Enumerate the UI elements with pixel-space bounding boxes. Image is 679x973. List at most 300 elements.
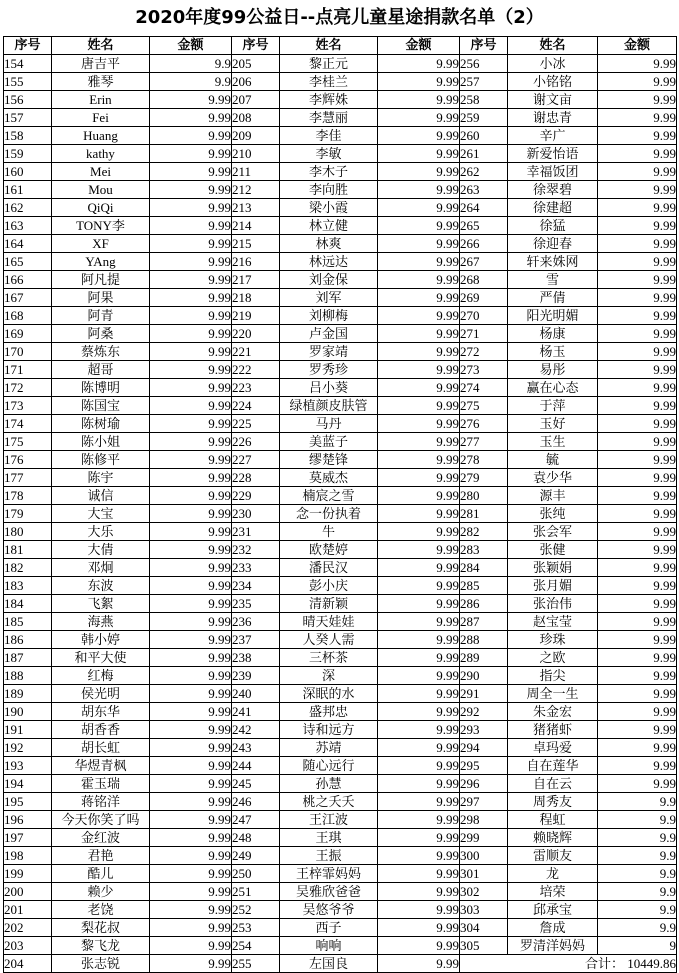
cell-amount: 9.99 <box>378 955 460 973</box>
cell-seq: 185 <box>4 613 52 631</box>
cell-amount: 9.9 <box>598 919 677 937</box>
cell-name: 新爱怡语 <box>508 145 598 163</box>
cell-name: 老饶 <box>52 901 150 919</box>
cell-name: 楠宸之雪 <box>280 487 378 505</box>
cell-name: 张月媚 <box>508 577 598 595</box>
cell-name: 莫威杰 <box>280 469 378 487</box>
cell-seq: 259 <box>460 109 508 127</box>
cell-amount: 9.99 <box>378 199 460 217</box>
table-row <box>4 379 677 397</box>
cell-seq: 242 <box>232 721 280 739</box>
cell-name: 王江波 <box>280 811 378 829</box>
cell-amount: 9.99 <box>598 325 677 343</box>
table-row <box>4 721 677 739</box>
cell-amount: 9.99 <box>150 757 232 775</box>
cell-amount: 9.99 <box>598 271 677 289</box>
cell-name: Mou <box>52 181 150 199</box>
cell-seq: 213 <box>232 199 280 217</box>
cell-amount: 9.99 <box>150 541 232 559</box>
cell-seq: 165 <box>4 253 52 271</box>
cell-name: 梁小霞 <box>280 199 378 217</box>
cell-seq: 276 <box>460 415 508 433</box>
cell-amount: 9.99 <box>598 163 677 181</box>
cell-seq: 266 <box>460 235 508 253</box>
cell-amount: 9.99 <box>598 721 677 739</box>
cell-name: 李佳 <box>280 127 378 145</box>
cell-amount: 9.99 <box>378 721 460 739</box>
cell-amount: 9.99 <box>378 289 460 307</box>
cell-seq: 246 <box>232 793 280 811</box>
cell-seq: 282 <box>460 523 508 541</box>
cell-name: 大倩 <box>52 541 150 559</box>
table-row <box>4 829 677 847</box>
cell-seq: 174 <box>4 415 52 433</box>
cell-name: 苏靖 <box>280 739 378 757</box>
cell-seq: 227 <box>232 451 280 469</box>
cell-name: 张纯 <box>508 505 598 523</box>
cell-seq: 181 <box>4 541 52 559</box>
table-row <box>4 163 677 181</box>
table-row <box>4 865 677 883</box>
cell-seq: 245 <box>232 775 280 793</box>
cell-seq: 270 <box>460 307 508 325</box>
cell-amount: 9.99 <box>598 613 677 631</box>
cell-name: 李敏 <box>280 145 378 163</box>
cell-seq: 154 <box>4 55 52 73</box>
table-row <box>4 343 677 361</box>
cell-seq: 235 <box>232 595 280 613</box>
cell-name: Fei <box>52 109 150 127</box>
cell-name: 周全一生 <box>508 685 598 703</box>
cell-amount: 9.99 <box>378 361 460 379</box>
cell-seq: 173 <box>4 397 52 415</box>
cell-name: 李慧丽 <box>280 109 378 127</box>
cell-name: 龙 <box>508 865 598 883</box>
cell-name: 和平大使 <box>52 649 150 667</box>
table-row <box>4 145 677 163</box>
table-row <box>4 469 677 487</box>
cell-seq: 223 <box>232 379 280 397</box>
cell-amount: 9.99 <box>150 649 232 667</box>
cell-name: 阿凡提 <box>52 271 150 289</box>
cell-name: 胡东华 <box>52 703 150 721</box>
table-row <box>4 217 677 235</box>
cell-seq: 283 <box>460 541 508 559</box>
cell-name: 金红波 <box>52 829 150 847</box>
cell-name: 随心远行 <box>280 757 378 775</box>
cell-amount: 9.99 <box>378 685 460 703</box>
cell-seq: 224 <box>232 397 280 415</box>
cell-seq: 182 <box>4 559 52 577</box>
cell-seq: 253 <box>232 919 280 937</box>
cell-amount: 9.9 <box>598 847 677 865</box>
cell-name: 盛邦忠 <box>280 703 378 721</box>
cell-amount: 9.99 <box>378 253 460 271</box>
table-row <box>4 559 677 577</box>
cell-amount: 9.99 <box>378 451 460 469</box>
cell-amount: 9.99 <box>150 145 232 163</box>
cell-amount: 9.99 <box>598 667 677 685</box>
cell-name: 刘军 <box>280 289 378 307</box>
cell-amount: 9.9 <box>598 793 677 811</box>
cell-seq: 263 <box>460 181 508 199</box>
table-row <box>4 523 677 541</box>
cell-amount: 9.99 <box>150 433 232 451</box>
cell-name: 陈小姐 <box>52 433 150 451</box>
cell-seq: 219 <box>232 307 280 325</box>
cell-amount: 9.99 <box>150 937 232 955</box>
cell-amount: 9.9 <box>598 883 677 901</box>
cell-name: 吴雅欣爸爸 <box>280 883 378 901</box>
table-row <box>4 919 677 937</box>
cell-name: 侯光明 <box>52 685 150 703</box>
cell-amount: 9.99 <box>378 73 460 91</box>
table-row <box>4 109 677 127</box>
header-amount: 金额 <box>150 37 232 55</box>
cell-name: 欧楚婷 <box>280 541 378 559</box>
cell-amount: 9.99 <box>150 307 232 325</box>
cell-name: 雅琴 <box>52 73 150 91</box>
cell-amount: 9.9 <box>598 829 677 847</box>
cell-amount: 9.99 <box>150 523 232 541</box>
header-name: 姓名 <box>280 37 378 55</box>
cell-seq: 231 <box>232 523 280 541</box>
cell-amount: 9.99 <box>150 721 232 739</box>
cell-amount: 9.99 <box>598 379 677 397</box>
cell-amount: 9.99 <box>598 649 677 667</box>
cell-seq: 211 <box>232 163 280 181</box>
cell-name: 李向胜 <box>280 181 378 199</box>
cell-name: 马丹 <box>280 415 378 433</box>
table-row <box>4 649 677 667</box>
cell-amount: 9.99 <box>150 739 232 757</box>
cell-name: 易彤 <box>508 361 598 379</box>
cell-name: Huang <box>52 127 150 145</box>
cell-name: 卓玛爱 <box>508 739 598 757</box>
cell-amount: 9.99 <box>150 829 232 847</box>
cell-name: YAng <box>52 253 150 271</box>
cell-amount: 9.99 <box>150 289 232 307</box>
cell-seq: 195 <box>4 793 52 811</box>
cell-name: 阳光明媚 <box>508 307 598 325</box>
cell-amount: 9 <box>598 937 677 955</box>
cell-seq: 160 <box>4 163 52 181</box>
cell-seq: 256 <box>460 55 508 73</box>
cell-amount: 9.99 <box>150 775 232 793</box>
cell-seq: 241 <box>232 703 280 721</box>
cell-seq: 163 <box>4 217 52 235</box>
cell-name: 桃之夭夭 <box>280 793 378 811</box>
cell-seq: 233 <box>232 559 280 577</box>
cell-name: 小冰 <box>508 55 598 73</box>
cell-amount: 9.99 <box>150 631 232 649</box>
table-row <box>4 613 677 631</box>
header-name: 姓名 <box>508 37 598 55</box>
cell-seq: 305 <box>460 937 508 955</box>
cell-seq: 216 <box>232 253 280 271</box>
cell-seq: 254 <box>232 937 280 955</box>
cell-name: 吴悠爷爷 <box>280 901 378 919</box>
cell-name: 赵宝莹 <box>508 613 598 631</box>
table-row <box>4 883 677 901</box>
cell-seq: 267 <box>460 253 508 271</box>
cell-amount: 9.99 <box>378 577 460 595</box>
cell-amount: 9.99 <box>598 181 677 199</box>
table-row <box>4 631 677 649</box>
cell-amount: 9.99 <box>150 91 232 109</box>
cell-amount: 9.99 <box>378 397 460 415</box>
cell-seq: 234 <box>232 577 280 595</box>
cell-amount: 9.99 <box>378 181 460 199</box>
donation-table <box>3 36 677 973</box>
cell-amount: 9.99 <box>598 217 677 235</box>
cell-seq: 244 <box>232 757 280 775</box>
table-row <box>4 433 677 451</box>
cell-amount: 9.9 <box>150 73 232 91</box>
cell-amount: 9.99 <box>150 199 232 217</box>
cell-name: 小铭铭 <box>508 73 598 91</box>
cell-seq: 226 <box>232 433 280 451</box>
cell-name: QiQi <box>52 199 150 217</box>
cell-name: 孙慧 <box>280 775 378 793</box>
cell-seq: 179 <box>4 505 52 523</box>
header-name: 姓名 <box>52 37 150 55</box>
cell-seq: 288 <box>460 631 508 649</box>
cell-seq: 176 <box>4 451 52 469</box>
cell-amount: 9.99 <box>378 811 460 829</box>
cell-seq: 190 <box>4 703 52 721</box>
cell-amount: 9.99 <box>378 559 460 577</box>
cell-amount: 9.99 <box>378 487 460 505</box>
cell-name: 李桂兰 <box>280 73 378 91</box>
cell-name: 阿果 <box>52 289 150 307</box>
cell-amount: 9.99 <box>598 145 677 163</box>
cell-seq: 177 <box>4 469 52 487</box>
cell-name: 蒋铭洋 <box>52 793 150 811</box>
cell-name: 陈国宝 <box>52 397 150 415</box>
cell-seq: 301 <box>460 865 508 883</box>
cell-seq: 289 <box>460 649 508 667</box>
cell-amount: 9.99 <box>598 577 677 595</box>
table-row <box>4 289 677 307</box>
cell-seq: 302 <box>460 883 508 901</box>
cell-amount: 9.99 <box>150 217 232 235</box>
cell-name: 美蓝子 <box>280 433 378 451</box>
cell-name: 阿青 <box>52 307 150 325</box>
cell-amount: 9.99 <box>598 505 677 523</box>
cell-name: 谢文亩 <box>508 91 598 109</box>
cell-seq: 172 <box>4 379 52 397</box>
cell-seq: 214 <box>232 217 280 235</box>
header-seq: 序号 <box>4 37 52 55</box>
cell-seq: 208 <box>232 109 280 127</box>
cell-name: 张会军 <box>508 523 598 541</box>
cell-name: 徐迎春 <box>508 235 598 253</box>
cell-name: 雷顺友 <box>508 847 598 865</box>
cell-amount: 9.99 <box>150 379 232 397</box>
cell-seq: 192 <box>4 739 52 757</box>
cell-name: 詹成 <box>508 919 598 937</box>
cell-seq: 250 <box>232 865 280 883</box>
cell-name: 大宝 <box>52 505 150 523</box>
cell-name: 徐翠碧 <box>508 181 598 199</box>
cell-amount: 9.99 <box>150 235 232 253</box>
cell-seq: 209 <box>232 127 280 145</box>
cell-seq: 169 <box>4 325 52 343</box>
cell-name: 王振 <box>280 847 378 865</box>
cell-amount: 9.99 <box>378 163 460 181</box>
cell-amount: 9.99 <box>150 163 232 181</box>
cell-name: 梨花叔 <box>52 919 150 937</box>
cell-amount: 9.99 <box>150 325 232 343</box>
cell-name: 杨康 <box>508 325 598 343</box>
cell-seq: 258 <box>460 91 508 109</box>
cell-seq: 207 <box>232 91 280 109</box>
cell-name: 韩小婷 <box>52 631 150 649</box>
cell-name: 缪楚锋 <box>280 451 378 469</box>
cell-name: 周秀友 <box>508 793 598 811</box>
cell-name: 海燕 <box>52 613 150 631</box>
cell-amount: 9.99 <box>598 523 677 541</box>
cell-name: 卢金国 <box>280 325 378 343</box>
cell-name: 深 <box>280 667 378 685</box>
cell-amount: 9.99 <box>598 469 677 487</box>
cell-name: 今天你笑了吗 <box>52 811 150 829</box>
cell-seq: 230 <box>232 505 280 523</box>
cell-amount: 9.99 <box>150 271 232 289</box>
cell-seq: 228 <box>232 469 280 487</box>
cell-name: 自在云 <box>508 775 598 793</box>
cell-seq: 161 <box>4 181 52 199</box>
cell-name: 飞絮 <box>52 595 150 613</box>
cell-name: 西子 <box>280 919 378 937</box>
cell-seq: 168 <box>4 307 52 325</box>
table-row <box>4 487 677 505</box>
cell-name: 严倩 <box>508 289 598 307</box>
cell-name: 陈树瑜 <box>52 415 150 433</box>
cell-amount: 9.99 <box>378 145 460 163</box>
cell-name: 君艳 <box>52 847 150 865</box>
cell-amount: 9.99 <box>598 235 677 253</box>
cell-name: 杨玉 <box>508 343 598 361</box>
table-row <box>4 271 677 289</box>
cell-name: 玉好 <box>508 415 598 433</box>
cell-seq: 303 <box>460 901 508 919</box>
cell-name: 珍珠 <box>508 631 598 649</box>
cell-name: 赢在心态 <box>508 379 598 397</box>
cell-amount: 9.99 <box>150 955 232 973</box>
cell-amount: 9.99 <box>378 271 460 289</box>
cell-name: 刘金保 <box>280 271 378 289</box>
cell-seq: 221 <box>232 343 280 361</box>
cell-name: 深眠的水 <box>280 685 378 703</box>
cell-amount: 9.99 <box>378 703 460 721</box>
cell-name: 黎飞龙 <box>52 937 150 955</box>
cell-seq: 248 <box>232 829 280 847</box>
table-row <box>4 73 677 91</box>
cell-name: 罗家靖 <box>280 343 378 361</box>
cell-name: 辛广 <box>508 127 598 145</box>
cell-name: 张健 <box>508 541 598 559</box>
cell-seq: 200 <box>4 883 52 901</box>
cell-amount: 9.99 <box>150 487 232 505</box>
cell-name: 猪猪虾 <box>508 721 598 739</box>
table-row <box>4 307 677 325</box>
cell-seq: 287 <box>460 613 508 631</box>
cell-amount: 9.99 <box>598 739 677 757</box>
cell-seq: 268 <box>460 271 508 289</box>
cell-amount: 9.99 <box>150 919 232 937</box>
cell-seq: 240 <box>232 685 280 703</box>
cell-amount: 9.99 <box>378 793 460 811</box>
cell-amount: 9.99 <box>598 631 677 649</box>
cell-amount: 9.99 <box>150 343 232 361</box>
cell-amount: 9.99 <box>598 109 677 127</box>
header-amount: 金额 <box>378 37 460 55</box>
table-row <box>4 253 677 271</box>
cell-seq: 206 <box>232 73 280 91</box>
table-row <box>4 505 677 523</box>
cell-amount: 9.99 <box>598 451 677 469</box>
cell-seq: 210 <box>232 145 280 163</box>
cell-amount: 9.99 <box>150 883 232 901</box>
header-seq: 序号 <box>460 37 508 55</box>
cell-name: kathy <box>52 145 150 163</box>
cell-name: 轩来姝网 <box>508 253 598 271</box>
cell-amount: 9.99 <box>378 55 460 73</box>
cell-seq: 218 <box>232 289 280 307</box>
cell-amount: 9.99 <box>150 127 232 145</box>
cell-amount: 9.99 <box>598 559 677 577</box>
cell-seq: 296 <box>460 775 508 793</box>
cell-name: 绿植颜皮肤管 <box>280 397 378 415</box>
cell-seq: 275 <box>460 397 508 415</box>
table-row <box>4 235 677 253</box>
cell-amount: 9.99 <box>378 739 460 757</box>
cell-seq: 162 <box>4 199 52 217</box>
cell-seq: 203 <box>4 937 52 955</box>
cell-name: 霍玉瑞 <box>52 775 150 793</box>
cell-seq: 264 <box>460 199 508 217</box>
table-row <box>4 181 677 199</box>
table-row <box>4 397 677 415</box>
cell-amount: 9.99 <box>378 937 460 955</box>
cell-amount: 9.99 <box>598 253 677 271</box>
cell-amount: 9.99 <box>378 379 460 397</box>
cell-name: 赖晓辉 <box>508 829 598 847</box>
cell-amount: 9.99 <box>378 523 460 541</box>
cell-name: 胡长虹 <box>52 739 150 757</box>
cell-seq: 257 <box>460 73 508 91</box>
total-row <box>4 955 677 973</box>
cell-seq: 204 <box>4 955 52 973</box>
cell-seq: 251 <box>232 883 280 901</box>
cell-seq: 184 <box>4 595 52 613</box>
cell-amount: 9.99 <box>150 109 232 127</box>
cell-seq: 178 <box>4 487 52 505</box>
cell-name: 唐吉平 <box>52 55 150 73</box>
cell-name: 张颖娟 <box>508 559 598 577</box>
cell-name: 张治伟 <box>508 595 598 613</box>
cell-seq: 164 <box>4 235 52 253</box>
cell-amount: 9.9 <box>598 811 677 829</box>
cell-seq: 277 <box>460 433 508 451</box>
cell-amount: 9.99 <box>150 469 232 487</box>
cell-seq: 290 <box>460 667 508 685</box>
cell-seq: 271 <box>460 325 508 343</box>
cell-amount: 9.99 <box>378 505 460 523</box>
cell-seq: 202 <box>4 919 52 937</box>
